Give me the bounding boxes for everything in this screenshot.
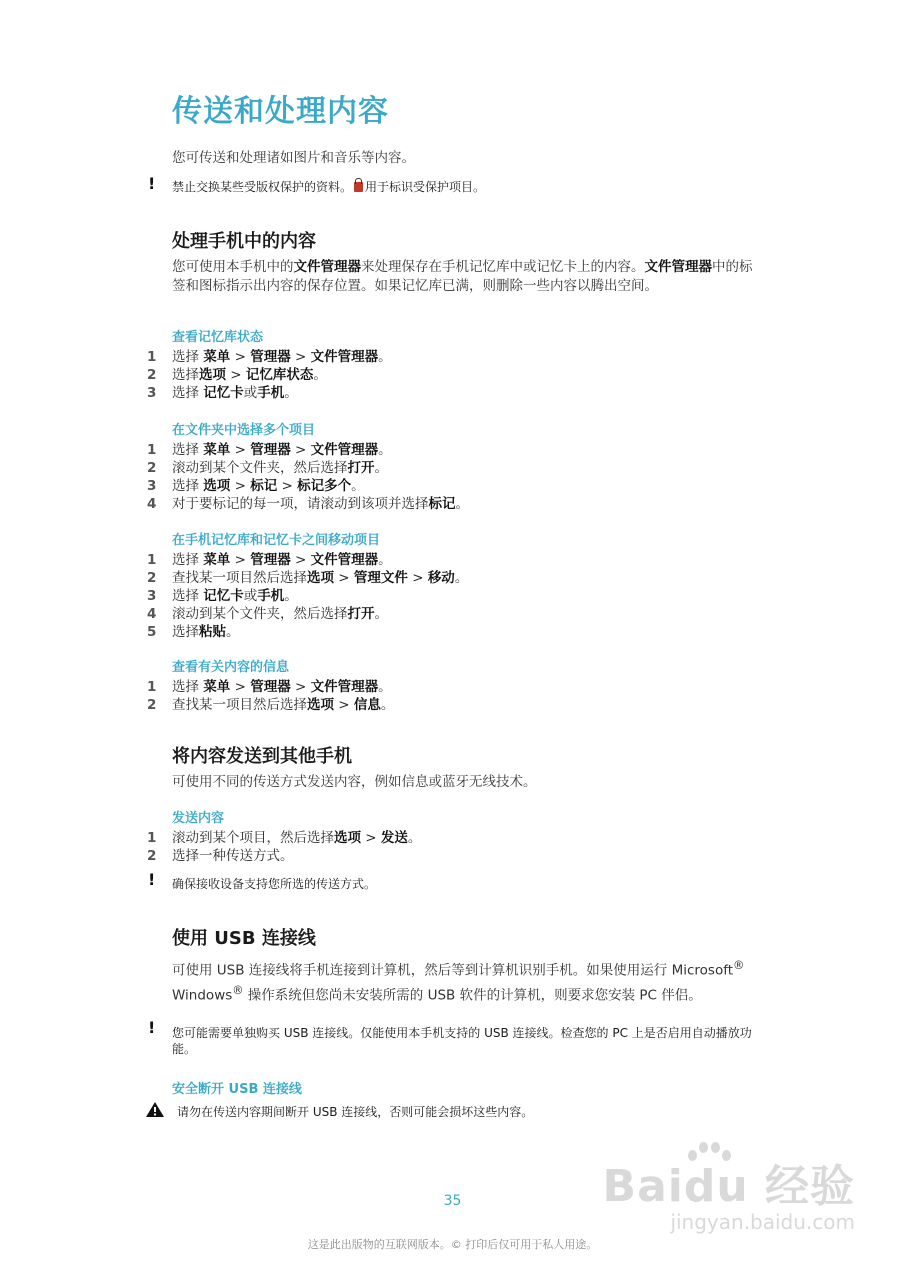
- step-item: [147, 678, 394, 696]
- step-text: 。: [407, 830, 422, 846]
- section-heading: 处理手机中的内容: [172, 231, 316, 252]
- step-text: 选择: [172, 478, 204, 494]
- step-text: 选择: [172, 367, 199, 383]
- step-ui-term: 菜单: [203, 442, 231, 458]
- step-text: 选择: [172, 385, 204, 401]
- step-text: >: [230, 349, 251, 365]
- steps-list: [147, 441, 469, 513]
- step-text: >: [290, 552, 311, 568]
- step-ui-term: 记忆卡: [203, 385, 244, 401]
- step-ui-term: 选项: [203, 478, 231, 494]
- step-text: >: [230, 442, 251, 458]
- step-text: 。: [284, 588, 298, 604]
- step-text: 。: [284, 385, 298, 401]
- step-ui-term: 标记: [428, 496, 456, 512]
- para-text: 您可使用本手机中的: [172, 259, 294, 275]
- section-paragraph: [172, 956, 757, 1005]
- section-paragraph: 可使用不同的传送方式发送内容，例如信息或蓝牙无线技术。: [172, 774, 537, 790]
- step-text: 。: [351, 478, 365, 494]
- step-ui-term: 管理器: [250, 552, 291, 568]
- warning-text: 请勿在传送内容期间断开 USB 连接线，否则可能会损坏这些内容。: [177, 1105, 534, 1119]
- task-heading: 查看记忆库状态: [172, 330, 264, 345]
- step-text: >: [290, 442, 311, 458]
- step-item: [147, 587, 468, 605]
- step-number: 2: [147, 697, 157, 713]
- task-heading: 发送内容: [172, 811, 225, 826]
- step-item: [147, 384, 392, 402]
- steps-list: [147, 678, 394, 714]
- section-heading: 使用 USB 连接线: [172, 928, 316, 949]
- step-ui-term: 管理文件: [353, 570, 408, 586]
- para-text: 操作系统但您尚未安装所需的 USB 软件的计算机，则要求您安装 PC 伴侣。: [243, 987, 702, 1003]
- copyright-note: [172, 179, 762, 195]
- task-heading: 查看有关内容的信息: [172, 660, 290, 675]
- watermark: [603, 1150, 855, 1234]
- step-number: 1: [147, 442, 157, 458]
- step-item: [147, 623, 468, 641]
- copyright-note-text-2: 用于标识受保护项目。: [365, 180, 486, 194]
- steps-list: [147, 829, 421, 865]
- step-number: 4: [147, 496, 157, 512]
- step-text: 查找某一项目然后选择: [172, 697, 307, 713]
- step-text: 对于要标记的每一项，请滚动到该项并选择: [172, 496, 429, 512]
- step-text: 选择: [172, 588, 204, 604]
- step-item: [147, 551, 468, 569]
- step-number: 4: [147, 606, 157, 622]
- step-item: [147, 696, 394, 714]
- task-heading: 安全断开 USB 连接线: [172, 1082, 302, 1097]
- step-ui-term: 文件管理器: [310, 552, 379, 568]
- step-number: 3: [147, 478, 157, 494]
- step-text: 。: [378, 442, 392, 458]
- step-text: >: [407, 570, 428, 586]
- para-text: 可使用 USB 连接线将手机连接到计算机，然后等到计算机识别手机。如果使用运行 Microsoft: [172, 962, 734, 979]
- step-text: >: [277, 478, 298, 494]
- step-text: 。: [380, 697, 395, 713]
- step-ui-term: 移动: [427, 570, 455, 586]
- step-text: >: [334, 697, 354, 713]
- section-paragraph: [172, 258, 757, 296]
- step-number: 3: [147, 588, 157, 604]
- step-text: >: [230, 552, 251, 568]
- exclamation-icon: !: [148, 1018, 156, 1037]
- step-ui-term: 打开: [347, 460, 375, 476]
- step-number: 2: [147, 460, 157, 476]
- lock-icon: [354, 182, 363, 192]
- step-ui-term: 打开: [347, 606, 375, 622]
- step-text: 选择: [172, 349, 204, 365]
- step-item: [147, 569, 468, 587]
- warning-icon: [145, 1101, 165, 1118]
- step-item: [147, 441, 469, 459]
- step-text: >: [230, 679, 251, 695]
- step-text: 选择: [172, 679, 204, 695]
- step-text: >: [290, 349, 311, 365]
- step-number: 1: [147, 679, 157, 695]
- step-number: 1: [147, 349, 157, 365]
- para-text: 中的标签和图标指示出内容的保存位置。如果记忆库已满，则删除一些内容以腾出空间。: [172, 259, 753, 294]
- step-item: [147, 459, 469, 477]
- step-ui-term: 菜单: [203, 349, 231, 365]
- step-text: 选择: [172, 442, 204, 458]
- registered-mark: ®: [733, 959, 745, 972]
- step-item: [147, 847, 421, 865]
- step-ui-term: 选项: [199, 367, 226, 383]
- step-ui-term: 手机: [257, 588, 285, 604]
- steps-list: [147, 551, 468, 641]
- step-text: 。: [313, 367, 327, 383]
- step-ui-term: 菜单: [203, 552, 231, 568]
- section-heading: 将内容发送到其他手机: [172, 746, 352, 767]
- exclamation-icon: !: [148, 870, 156, 889]
- step-ui-term: 粘贴: [199, 624, 226, 640]
- step-ui-term: 记忆卡: [203, 588, 244, 604]
- step-item: [147, 605, 468, 623]
- step-text: 滚动到某个文件夹，然后选择: [172, 606, 348, 622]
- intro-text: 您可传送和处理诸如图片和音乐等内容。: [172, 150, 415, 166]
- para-text: 来处理保存在手机记忆库中或记忆卡上的内容。: [361, 259, 645, 275]
- step-number: 1: [147, 830, 157, 846]
- registered-mark: ®: [232, 983, 244, 997]
- step-text: 。: [378, 552, 392, 568]
- step-number: 3: [147, 385, 157, 401]
- watermark-brand: Baidu 经验: [602, 1161, 855, 1212]
- step-text: >: [290, 679, 311, 695]
- para-bold: 文件管理器: [293, 259, 361, 275]
- exclamation-icon: !: [148, 174, 156, 193]
- para-text: Windows: [172, 987, 233, 1003]
- step-text: 。: [378, 679, 392, 695]
- page-title: 传送和处理内容: [172, 94, 389, 129]
- step-text: 。: [378, 349, 392, 365]
- step-ui-term: 信息: [353, 697, 381, 713]
- step-text: >: [334, 570, 354, 586]
- step-number: 2: [147, 570, 157, 586]
- transfer-note: 确保接收设备支持您所选的传送方式。: [172, 877, 377, 891]
- step-text: 或: [243, 385, 258, 401]
- step-number: 2: [147, 367, 157, 383]
- copyright-note-text: 禁止交换某些受版权保护的资料。: [172, 180, 353, 194]
- step-item: [147, 366, 392, 384]
- step-ui-term: 选项: [307, 570, 334, 586]
- step-text: >: [230, 478, 251, 494]
- step-text: 或: [243, 588, 258, 604]
- step-ui-term: 文件管理器: [310, 442, 379, 458]
- step-text: >: [226, 367, 246, 383]
- step-text: 选择: [172, 624, 199, 640]
- step-text: 。: [455, 496, 469, 512]
- step-ui-term: 文件管理器: [310, 349, 379, 365]
- step-ui-term: 记忆库状态: [245, 367, 314, 383]
- step-text: >: [361, 830, 381, 846]
- step-ui-term: 手机: [257, 385, 285, 401]
- task-heading: 在手机记忆库和记忆卡之间移动项目: [172, 533, 381, 548]
- step-text: 。: [226, 624, 240, 640]
- step-ui-term: 选项: [307, 697, 334, 713]
- steps-list: [147, 348, 392, 402]
- step-number: 5: [147, 624, 157, 640]
- step-ui-term: 管理器: [250, 442, 291, 458]
- step-number: 1: [147, 552, 157, 568]
- step-item: [147, 477, 469, 495]
- page-number: 35: [443, 1193, 462, 1209]
- step-text: 滚动到某个项目，然后选择: [172, 830, 334, 846]
- step-ui-term: 管理器: [250, 349, 291, 365]
- step-ui-term: 标记: [250, 478, 278, 494]
- step-text: 选择: [172, 552, 204, 568]
- usb-note: 您可能需要单独购买 USB 连接线。仅能使用本手机支持的 USB 连接线。检查您的 PC 上是否启用自动播放功能。: [172, 1026, 752, 1056]
- step-text: 。: [374, 606, 388, 622]
- step-item: [147, 829, 421, 847]
- step-ui-term: 标记多个: [297, 478, 352, 494]
- step-text: 。: [374, 460, 388, 476]
- para-bold: 文件管理器: [644, 259, 712, 275]
- step-text: 滚动到某个文件夹，然后选择: [172, 460, 348, 476]
- watermark-url: jingyan.baidu.com: [670, 1210, 855, 1234]
- step-item: [147, 495, 469, 513]
- step-ui-term: 发送: [380, 830, 408, 846]
- step-item: [147, 348, 392, 366]
- step-ui-term: 菜单: [203, 679, 231, 695]
- step-text: 。: [454, 570, 469, 586]
- step-text: 选择一种传送方式。: [172, 848, 294, 864]
- task-heading: 在文件夹中选择多个项目: [172, 423, 316, 438]
- step-text: 查找某一项目然后选择: [172, 570, 307, 586]
- step-ui-term: 文件管理器: [310, 679, 379, 695]
- step-ui-term: 选项: [334, 830, 361, 846]
- footer-text: 这是此出版物的互联网版本。© 打印后仅可用于私人用途。: [307, 1238, 598, 1251]
- step-ui-term: 管理器: [250, 679, 291, 695]
- step-number: 2: [147, 848, 157, 864]
